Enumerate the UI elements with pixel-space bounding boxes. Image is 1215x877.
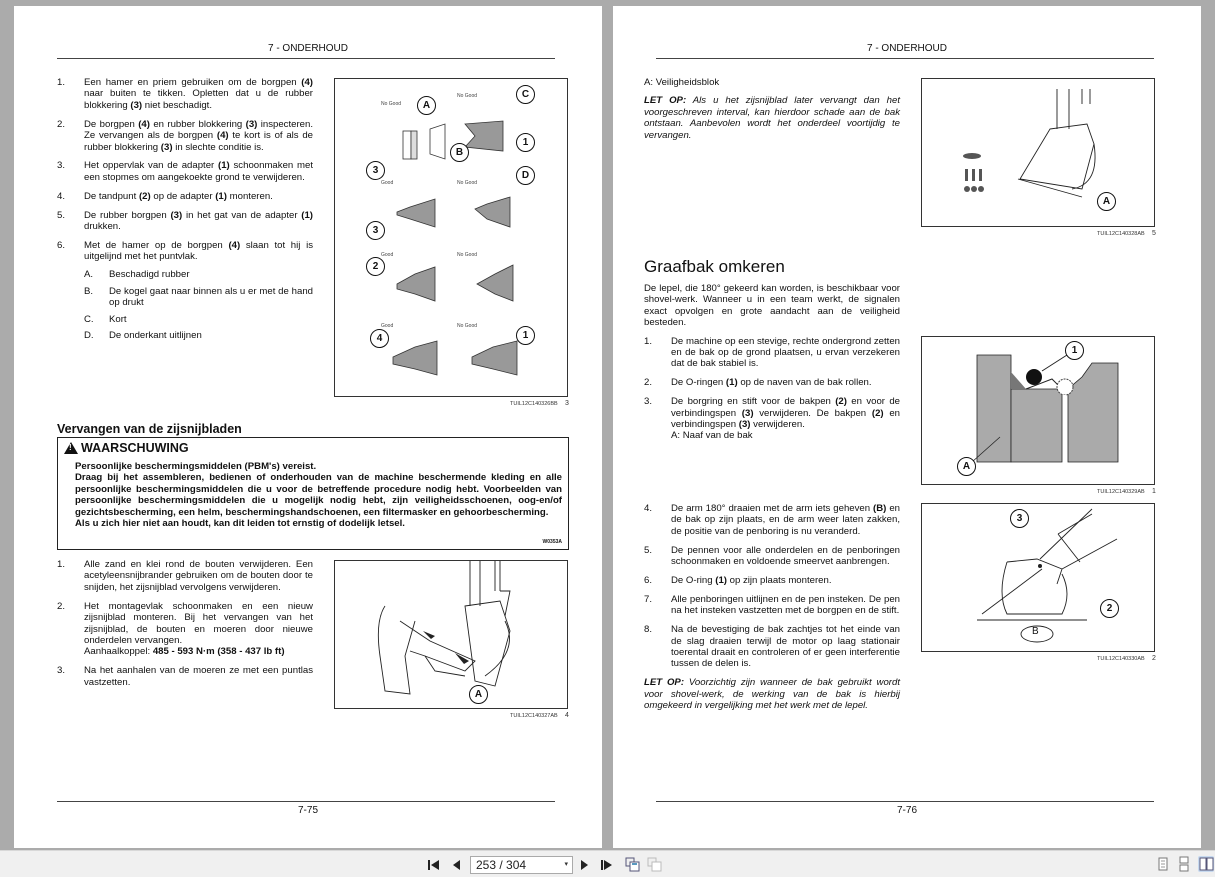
warning-box xyxy=(57,437,569,550)
prev-page-icon xyxy=(452,859,460,871)
part-reference: (3) xyxy=(741,407,754,419)
part-reference: (2) xyxy=(835,396,847,408)
note-text: Als u het zijsnijblad later vervangt dan het voorgeschreven interval, kan hierdoor schade aan de bak ontstaan. Aanbevolen wordt het onderdeel voortijdig te vervangen. xyxy=(644,95,900,141)
part-reference: (4) xyxy=(138,118,150,130)
list-item xyxy=(644,336,900,370)
step-text-part: De O-ring xyxy=(671,575,716,587)
part-reference: (4) xyxy=(228,239,241,251)
last-page-icon xyxy=(601,859,613,871)
two-page-icon xyxy=(1198,856,1214,872)
step-text-part: De rubber borgpen xyxy=(84,209,171,221)
part-reference: (3) xyxy=(245,118,258,130)
list-item xyxy=(57,559,313,593)
label-good: Good xyxy=(381,180,394,186)
figure-number: 1 xyxy=(1152,488,1156,495)
step-text xyxy=(671,503,900,537)
callout-c: C xyxy=(516,85,535,104)
step-text-part: Een hamer en priem gebruiken om de borgpen xyxy=(84,77,302,88)
step-number: 8. xyxy=(644,624,653,636)
part-reference: (1) xyxy=(715,575,727,587)
step-number: 5. xyxy=(57,209,66,221)
note-label: LET OP: xyxy=(644,95,687,107)
step-text-part: drukken. xyxy=(84,221,121,233)
sub-list-item xyxy=(57,269,313,280)
page-7-75 xyxy=(14,6,602,848)
step-text-part: De tandpunt xyxy=(84,190,139,202)
page-back-icon xyxy=(625,857,640,872)
part-reference: (1) xyxy=(215,190,227,202)
step-text-part: en rubber blokkering xyxy=(149,118,246,130)
sub-list-item xyxy=(57,286,313,309)
list-item xyxy=(57,240,313,263)
page-forward-icon xyxy=(647,857,662,872)
first-page-icon xyxy=(428,859,440,871)
step-number: 1. xyxy=(57,559,66,570)
step-text xyxy=(671,396,900,430)
step-text-part: en verbindingspen xyxy=(671,407,900,431)
list-item xyxy=(57,665,313,688)
figure-number: 3 xyxy=(565,400,569,407)
section-title: Vervangen van de zijsnijbladen xyxy=(57,422,242,436)
callout-a: A xyxy=(469,685,488,704)
side-cutter-illustration xyxy=(335,561,568,709)
list-item xyxy=(57,160,313,183)
step-number: 6. xyxy=(644,575,653,587)
previous-page-button[interactable] xyxy=(450,857,462,872)
step-text-part: schoonmaken met een stopmes om aangekoekte grond te verwijderen. xyxy=(84,160,313,183)
step-text xyxy=(84,119,313,153)
footer-rule xyxy=(57,801,555,802)
step-text xyxy=(671,624,900,669)
list-item xyxy=(644,624,900,670)
part-reference: (2) xyxy=(138,190,151,202)
callout-b: B xyxy=(450,143,469,162)
callout-1: 1 xyxy=(1065,341,1084,360)
continuous-page-icon xyxy=(1176,856,1192,872)
step-number: 5. xyxy=(644,544,653,556)
callout-3: 3 xyxy=(366,221,385,240)
step-text xyxy=(84,240,313,262)
warning-line: Draag bij het assembleren, bedienen of onderhouden van de machine beschermende kleding en alle persoonlijke beschermingsmiddelen die u voor de betreffende procedure nodig hebt. Voorbeelden van persoonlijke beschermingsmiddelen die u mogelijk nodig hebt, zijn veiligheidsschoenen, oog-en/of gezichtsbescherming, een helm, beschermingshandschoenen, een filtermasker en gehoorbescherming. xyxy=(75,472,562,518)
callout-a: A xyxy=(957,457,976,476)
step-text-part: op de naven van de bak rollen. xyxy=(737,377,872,389)
label-no-good: No Good xyxy=(457,180,478,186)
part-reference: (2) xyxy=(871,407,884,419)
label-no-good: No Good xyxy=(381,101,402,107)
list-item xyxy=(644,575,900,586)
sub-item-letter: B. xyxy=(84,285,94,297)
step-text-part: De pennen voor alle onderdelen en de penboringen schoonmaken en voldoende smeervet aanbrengen. xyxy=(671,544,900,568)
step-number: 2. xyxy=(57,600,66,612)
figure-o-ring-hub xyxy=(921,336,1155,485)
intro-paragraph: De lepel, die 180° gekeerd kan worden, is beschikbaar voor shovel-werk. Wanneer u in een team werkt, de signalen exact opvolgen en grote aandacht aan de veiligheid besteden. xyxy=(644,283,900,329)
torque-value: 485 - 593 N·m (358 - 437 lb ft) xyxy=(152,646,285,658)
part-reference: (3) xyxy=(170,209,183,221)
callout-a: A xyxy=(417,96,436,115)
single-page-icon xyxy=(1155,856,1171,872)
figure-safety-block xyxy=(921,78,1155,227)
list-item xyxy=(57,191,313,202)
part-reference: (3) xyxy=(160,141,173,153)
label-good: Good xyxy=(381,252,394,258)
step-text xyxy=(84,160,313,182)
navigation-toolbar xyxy=(0,850,1215,877)
part-reference: (3) xyxy=(738,419,751,431)
header-rule xyxy=(656,58,1154,59)
step-text xyxy=(671,336,900,370)
label-no-good: No Good xyxy=(457,93,478,99)
callout-3: 3 xyxy=(366,161,385,180)
step-text-part: De O-ringen xyxy=(671,377,726,389)
list-item xyxy=(57,601,313,658)
step-text xyxy=(84,191,273,202)
list-item xyxy=(644,396,900,442)
figure-side-cutter xyxy=(334,560,568,709)
side-cutter-steps xyxy=(57,559,313,696)
sub-list-item xyxy=(57,330,313,341)
step-text xyxy=(84,210,313,232)
step-number: 3. xyxy=(644,396,653,408)
figure-caption: TUIL12C140328AB xyxy=(1097,231,1145,237)
figure-number: 5 xyxy=(1152,230,1156,237)
step-text: Het montagevlak schoonmaken en een nieuw zijsnijblad monteren. Bij het vervangen van het zijsnijblad, de bouten en moeren door nieuwe onderdelen vervangen. xyxy=(84,600,313,646)
warning-body xyxy=(75,461,562,529)
figure-number: 4 xyxy=(565,712,569,719)
label-no-good: No Good xyxy=(457,323,478,329)
step-text-part: en de bak op zijn plaats, en de arm weer laten zakken, de positie van de penboring is nu veranderd. xyxy=(671,503,900,537)
reverse-bucket-steps xyxy=(644,283,900,449)
part-reference: (B) xyxy=(873,503,887,514)
callout-2: 2 xyxy=(366,257,385,276)
sub-item-letter: C. xyxy=(84,313,94,325)
warning-triangle-icon xyxy=(64,442,78,454)
running-head: 7 - ONDERHOUD xyxy=(267,43,348,54)
step-number: 4. xyxy=(57,190,66,202)
step-text-part: in slechte conditie is. xyxy=(172,141,264,153)
section-title: Graafbak omkeren xyxy=(644,257,785,276)
warning-label: WAARSCHUWING xyxy=(81,441,189,455)
single-page-view-button[interactable] xyxy=(1155,856,1171,872)
step-text-part: slaan tot hij is uitgelijnd met het puntvlak. xyxy=(84,239,314,263)
figure-caption: TUIL12C140330AB xyxy=(1097,656,1145,662)
step-text-part: Met de hamer op de borgpen xyxy=(84,239,229,251)
sub-item-letter: A. xyxy=(84,269,94,281)
step-text: Alle zand en klei rond de bouten verwijderen. Een acetyleensnijbrander gebruiken om de bouten door te snijden, het zijsnijblad vervolgens verwijderen. xyxy=(84,559,313,593)
bucket-safety-block-illustration xyxy=(922,79,1155,227)
dropdown-arrow-icon[interactable]: ▾ xyxy=(564,861,568,868)
step-text-part: inspecteren. Ze vervangen als de borgpen xyxy=(84,118,314,142)
figure-bucket-rotation xyxy=(921,503,1155,652)
step-text-part: te kort is of als de rubber blokkering xyxy=(84,130,314,153)
figure-number: 2 xyxy=(1152,655,1156,662)
step-number: 1. xyxy=(644,335,653,347)
callout-4: 4 xyxy=(370,329,389,348)
step-number: 3. xyxy=(57,665,66,677)
page-number: 7-75 xyxy=(297,805,318,816)
label-no-good: No Good xyxy=(457,252,478,258)
step-number: 3. xyxy=(57,160,66,172)
label-good: Good xyxy=(381,323,394,329)
figure-tooth-point-diagram xyxy=(334,78,568,397)
note-let-op xyxy=(644,677,900,711)
page-number: 7-76 xyxy=(896,805,917,816)
step-number: 7. xyxy=(644,593,653,605)
step-text-part: De borgring en stift voor de bakpen xyxy=(671,396,836,408)
callout-d: D xyxy=(516,166,535,185)
note-text: Voorzichtig zijn wanneer de bak gebruikt wordt voor shovel-werk, de werking van de bak is hierbij omgekeerd in vergelijking met het werk met de lepel. xyxy=(644,677,901,712)
footer-rule xyxy=(656,801,1154,802)
step-text-part: monteren. xyxy=(226,190,273,202)
step-text-part: Na de bevestiging de bak zachtjes tot het einde van de slag draaien terwijl de motor op laag stationair toerental draait en controleren of er geen interferentie tussen de delen is. xyxy=(671,624,900,670)
warning-code: W0353A xyxy=(542,539,562,545)
step-number: 1. xyxy=(57,77,66,88)
maintenance-steps xyxy=(57,77,313,346)
list-item xyxy=(57,77,313,111)
step-text-part: niet beschadigt. xyxy=(142,99,213,111)
step-number: 2. xyxy=(57,118,66,130)
step-text-part: De borgpen xyxy=(84,118,139,130)
warning-title xyxy=(64,441,562,455)
part-reference: (4) xyxy=(301,77,313,88)
reverse-bucket-steps-continued xyxy=(644,503,900,712)
step-text xyxy=(84,77,313,111)
sub-item-text: De kogel gaat naar binnen als u er met de hand op drukt xyxy=(109,285,313,309)
sub-item-text: De onderkant uitlijnen xyxy=(109,329,202,341)
last-page-button[interactable] xyxy=(600,857,614,872)
part-reference: (4) xyxy=(216,130,229,142)
part-reference: (1) xyxy=(301,209,314,221)
step-text-part: op de adapter xyxy=(150,190,216,202)
step-text-part: op zijn plaats monteren. xyxy=(726,575,832,587)
figure-caption: TUIL12C140326BB xyxy=(510,401,558,407)
step-text-part: Het oppervlak van de adapter xyxy=(84,160,219,172)
list-item xyxy=(644,377,900,388)
page-7-76 xyxy=(613,6,1201,848)
step-number: 4. xyxy=(644,503,653,514)
callout-3: 3 xyxy=(1010,509,1029,528)
list-item xyxy=(57,119,313,153)
sub-item-text: Kort xyxy=(109,313,127,325)
figure-caption: TUIL12C140329AB xyxy=(1097,489,1145,495)
legend-text xyxy=(644,77,900,141)
note-label: LET OP: xyxy=(644,677,685,689)
step-text-part: in het gat van de adapter xyxy=(182,209,302,221)
legend-a: A: Veiligheidsblok xyxy=(644,77,720,88)
callout-1: 1 xyxy=(516,133,535,152)
step-text-part: naar buiten te tikken. Opletten dat u de rubber blokkering xyxy=(84,88,313,111)
part-reference: (1) xyxy=(725,377,738,389)
step-text xyxy=(671,377,872,388)
running-head: 7 - ONDERHOUD xyxy=(866,43,947,54)
next-page-button[interactable] xyxy=(579,857,591,872)
fit-page-button[interactable] xyxy=(624,857,640,872)
list-item xyxy=(644,594,900,617)
list-item xyxy=(57,210,313,233)
part-reference: (3) xyxy=(130,99,143,111)
fit-width-button[interactable] xyxy=(646,857,662,872)
page-number-value: 253 / 304 xyxy=(476,858,527,872)
callout-1: 1 xyxy=(516,326,535,345)
continuous-view-button[interactable] xyxy=(1176,856,1192,872)
sub-item-letter: D. xyxy=(84,329,94,341)
two-page-view-button[interactable] xyxy=(1198,856,1214,872)
step-text-part: verwijderen. De bakpen xyxy=(753,407,872,419)
note-let-op xyxy=(644,95,900,141)
step-number: 2. xyxy=(644,377,653,389)
step-text xyxy=(671,545,900,567)
step-text xyxy=(671,575,832,586)
rotation-label-b: B xyxy=(1032,626,1039,637)
torque-label: Aanhaalkoppel: xyxy=(84,646,153,658)
page-number-select[interactable] xyxy=(470,856,573,874)
next-page-icon xyxy=(581,859,589,871)
step-text-part: verwijderen. xyxy=(750,419,805,431)
header-rule xyxy=(57,58,555,59)
step-text-part: Alle penboringen uitlijnen en de pen insteken. De pen na het insteken vastzetten met de borgpen en de stift. xyxy=(671,593,900,617)
torque-spec xyxy=(84,646,313,657)
step-text-part: De arm 180° draaien met de arm iets geheven xyxy=(671,503,874,514)
figure-caption: TUIL12C140327AB xyxy=(510,713,558,719)
step-text-part: en voor de verbindingspen xyxy=(671,396,900,419)
step-text: Na het aanhalen van de moeren ze met een puntlas vastzetten. xyxy=(84,665,313,688)
list-item xyxy=(644,545,900,568)
callout-a: A xyxy=(1097,192,1116,211)
warning-line: Persoonlijke beschermingsmiddelen (PBM's) vereist. xyxy=(75,461,317,472)
sub-list-item xyxy=(57,314,313,325)
step-text xyxy=(671,594,900,616)
step-text-part: De machine op een stevige, rechte ondergrond zetten en de bak op de grond plaatsen, u ervan verzekeren dat de bak stabiel is. xyxy=(671,335,900,370)
part-reference: (1) xyxy=(218,160,230,172)
callout-2: 2 xyxy=(1100,599,1119,618)
step-number: 6. xyxy=(57,239,66,251)
sub-item-text: Beschadigd rubber xyxy=(109,269,190,281)
warning-line: Als u zich hier niet aan houdt, kan dit leiden tot ernstig of dodelijk letsel. xyxy=(75,518,405,530)
first-page-button[interactable] xyxy=(427,857,441,872)
step-legend: A: Naaf van de bak xyxy=(671,430,753,442)
list-item xyxy=(644,503,900,537)
